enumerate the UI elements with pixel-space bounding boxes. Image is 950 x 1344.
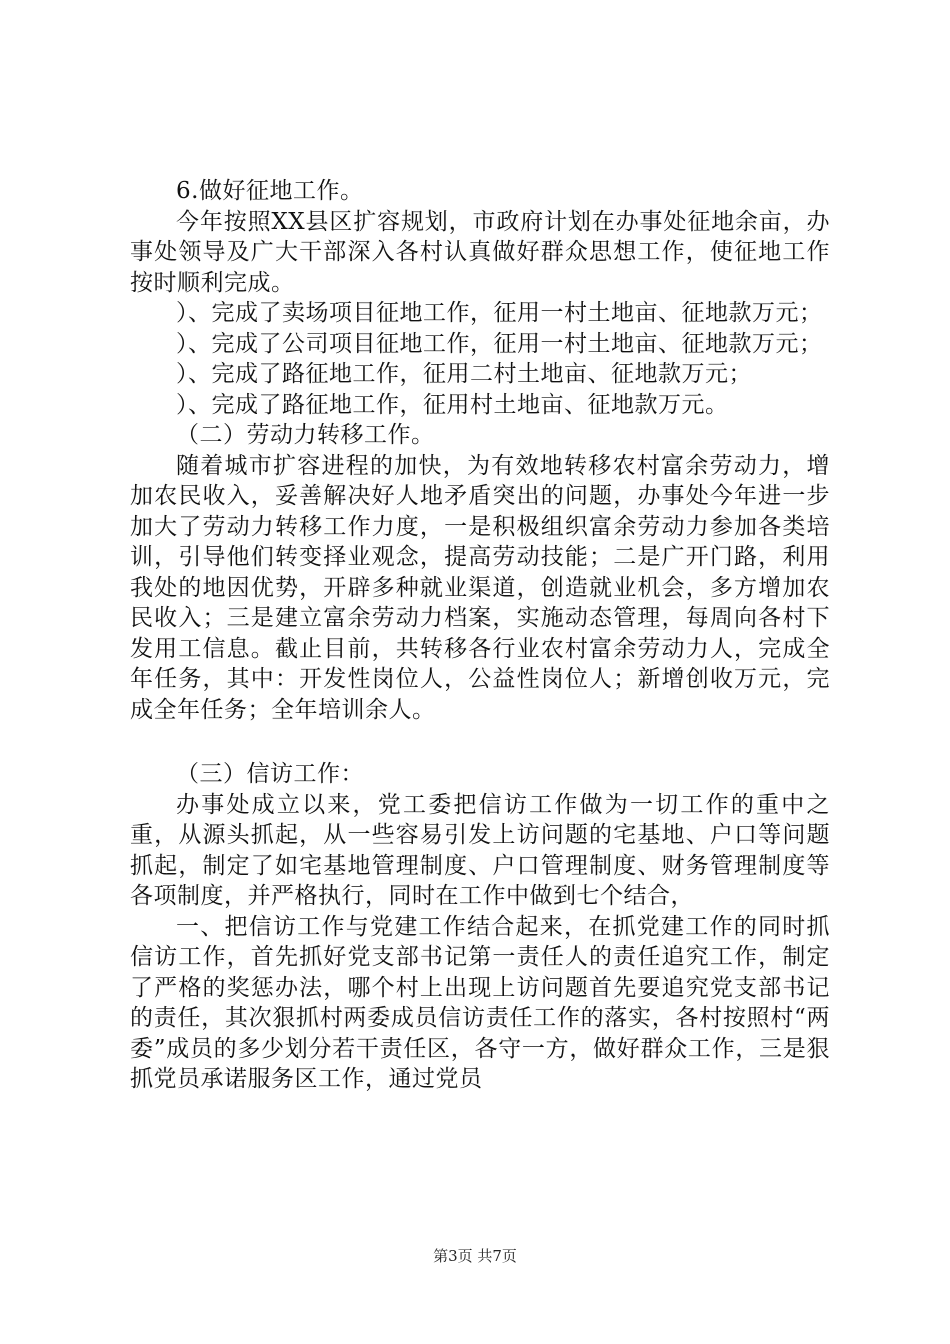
paragraph-land-acquisition-intro: 今年按照XX县区扩容规划，市政府计划在办事处征地余亩，办事处领导及广大干部深入各村认真做好群众思想工作，使征地工作按时顺利完成。	[130, 208, 830, 296]
paragraph-labor-transfer: 随着城市扩容进程的加快，为有效地转移农村富余劳动力，增加农民收入，妥善解决好人地矛盾突出的问题，办事处今年进一步加大了劳动力转移工作力度，一是积极组织富余劳动力参加各类培训，引导他们转变择业观念，提高劳动技能；二是广开门路，利用我处的地因优势，开辟多种就业渠道，创造就业机会，多方增加农民收入；三是建立富余劳动力档案，实施动态管理，每周向各村下发用工信息。截止目前，共转移各行业农村富余劳动力人，完成全年任务，其中：开发性岗位人，公益性岗位人；新增创收万元，完成全年任务；全年培训余人。	[130, 452, 830, 723]
list-item-land-2: ）、完成了公司项目征地工作，征用一村土地亩、征地款万元；	[176, 330, 823, 357]
heading-labor-transfer: （二）劳动力转移工作。	[176, 422, 435, 448]
paragraph-petition-intro: 办事处成立以来，党工委把信访工作做为一切工作的重中之重，从源头抓起，从一些容易引发上访问题的宅基地、户口等问题抓起，制定了如宅基地管理制度、户口管理制度、财务管理制度等各项制度，并严格执行，同时在工作中做到七个结合，	[130, 791, 830, 909]
list-item-land-1: ）、完成了卖场项目征地工作，征用一村土地亩、征地款万元；	[176, 300, 823, 326]
heading-land-acquisition: 6.做好征地工作。	[176, 178, 364, 204]
list-item-land-4: ）、完成了路征地工作，征用村土地亩、征地款万元。	[176, 391, 729, 418]
list-item-land-3: ）、完成了路征地工作，征用二村土地亩、征地款万元；	[176, 361, 752, 387]
page-footer: 第3页 共7页	[433, 1247, 517, 1265]
document-body	[130, 176, 830, 1095]
heading-petition-work: （三）信访工作：	[176, 761, 364, 787]
paragraph-petition-party-building: 一、把信访工作与党建工作结合起来，在抓党建工作的同时抓信访工作，首先抓好党支部书记第一责任人的责任追究工作，制定了严格的奖惩办法，哪个村上出现上访问题首先要追究党支部书记的责任，其次狠抓村两委成员信访责任工作的落实，各村按照村“两委”成员的多少划分若干责任区，各守一方，做好群众工作，三是狠抓党员承诺服务区工作，通过党员	[130, 913, 830, 1092]
